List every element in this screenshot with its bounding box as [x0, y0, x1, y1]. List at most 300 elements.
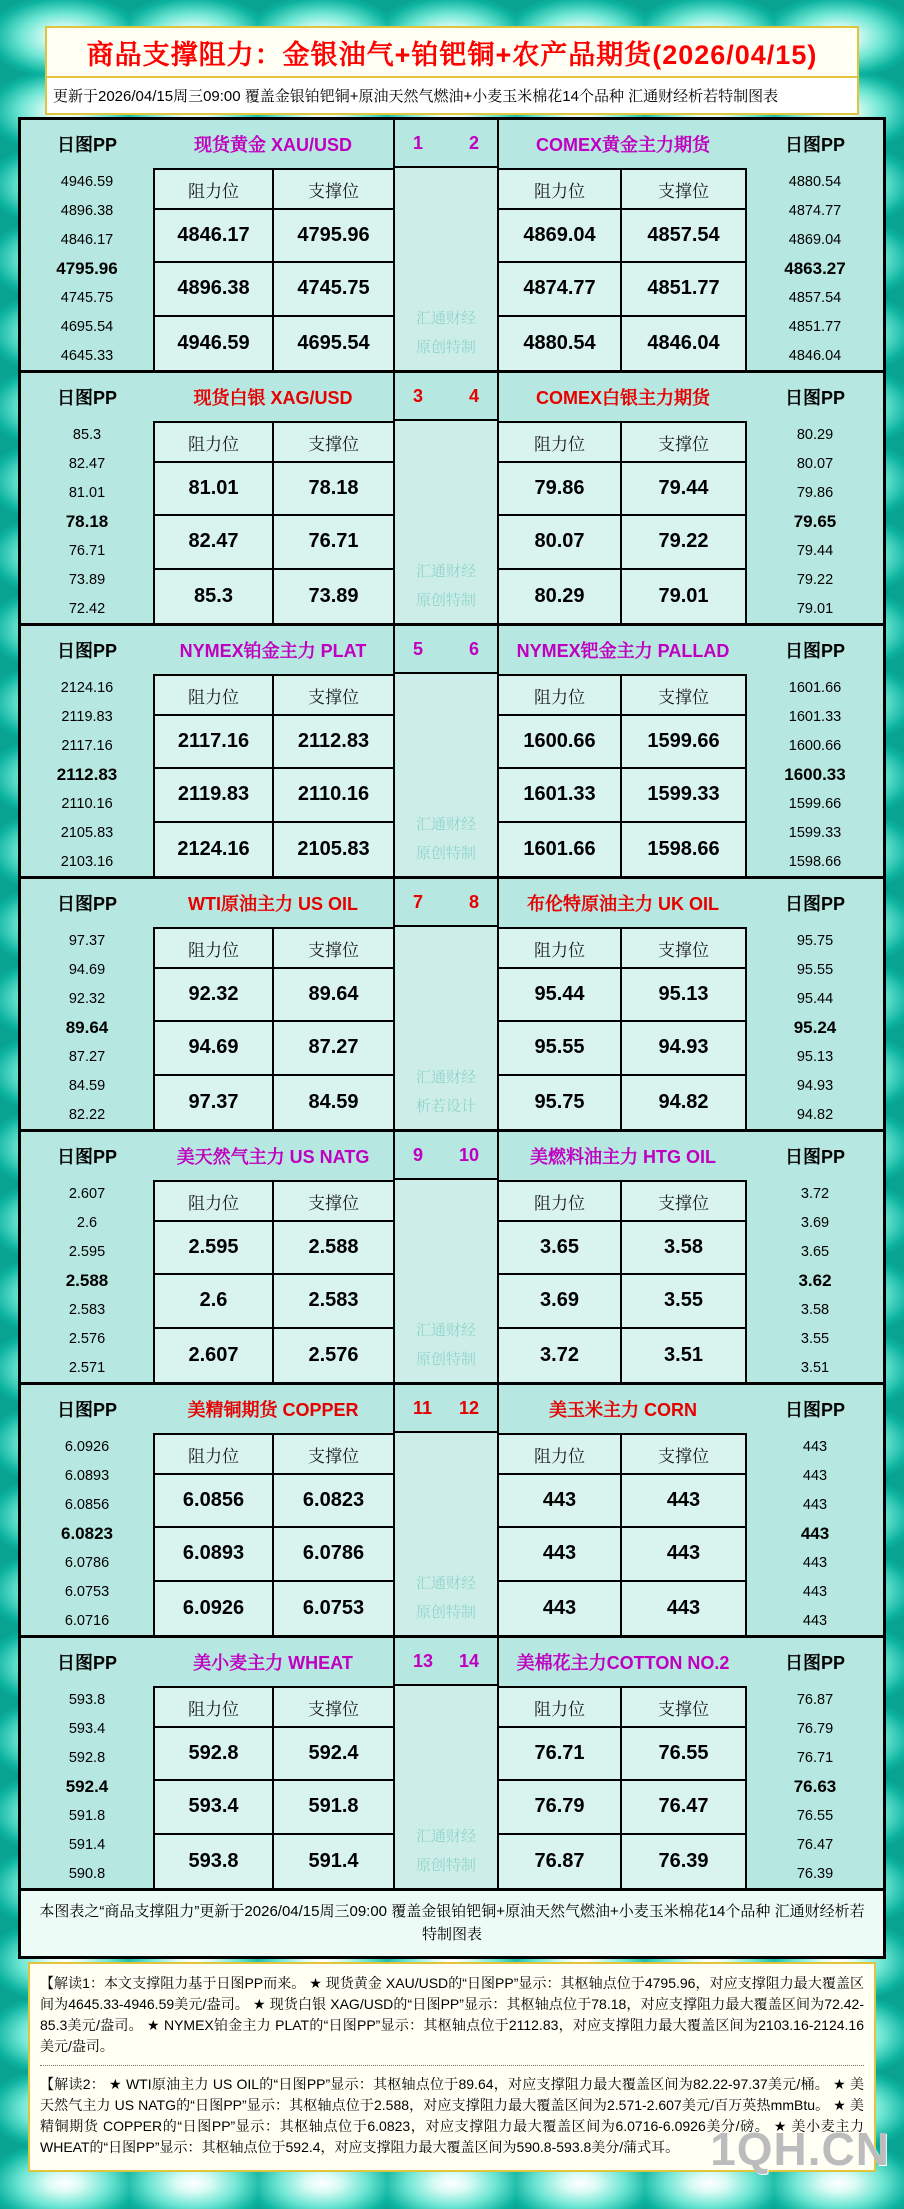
resistance-value: 2.6 — [155, 1275, 274, 1328]
pp-value: 95.13 — [796, 1048, 834, 1065]
watermark-line2: 原创特制 — [415, 1603, 476, 1621]
pp-value: 6.0893 — [64, 1468, 110, 1485]
watermark-line1: 汇通财经 — [415, 563, 476, 580]
pp-value: 1599.66 — [788, 795, 842, 812]
pp-value: 76.71 — [796, 1750, 834, 1767]
huitong-watermark — [395, 1064, 497, 1121]
pp-value: 443 — [802, 1468, 828, 1485]
support-value: 76.47 — [622, 1781, 745, 1834]
resistance-value: 80.29 — [499, 570, 622, 623]
pp-value: 4645.33 — [60, 347, 114, 364]
left-instrument-title: NYMEX铂金主力 PLAT — [179, 641, 367, 661]
pp-value: 4896.38 — [60, 203, 114, 220]
huitong-watermark — [395, 811, 497, 868]
left-sr-table — [153, 1686, 393, 1888]
pair-numbers — [395, 120, 497, 168]
commodity-panel — [21, 1385, 883, 1638]
resistance-value: 443 — [499, 1475, 622, 1528]
resistance-value: 6.0893 — [155, 1528, 274, 1581]
left-pp-header: 日图PP — [56, 1653, 117, 1673]
pair-number-left: 11 — [413, 1397, 433, 1418]
right-instrument-title: NYMEX钯金主力 PALLAD — [516, 641, 730, 661]
left-pp-header: 日图PP — [56, 1147, 117, 1167]
pair-number-left: 1 — [413, 132, 424, 153]
pp-value: 1601.66 — [788, 680, 842, 697]
watermark-line1: 汇通财经 — [415, 1322, 476, 1339]
pp-value: 3.65 — [800, 1244, 830, 1261]
pp-value: 2.576 — [68, 1330, 106, 1347]
right-pp-values — [747, 168, 883, 370]
support-value: 94.93 — [622, 1022, 745, 1075]
support-value: 79.01 — [622, 570, 745, 623]
support-value: 591.4 — [274, 1835, 393, 1888]
right-instrument-title: COMEX黄金主力期货 — [535, 135, 710, 155]
pp-pivot-value: 95.24 — [793, 1018, 837, 1037]
watermark-line2: 原创特制 — [415, 338, 476, 356]
pp-pivot-value: 4795.96 — [56, 259, 118, 278]
support-column-header: 支撑位 — [622, 676, 745, 716]
pp-value: 6.0856 — [64, 1497, 110, 1514]
resistance-value: 85.3 — [155, 570, 274, 623]
left-instrument-title: 现货白银 XAG/USD — [193, 388, 353, 408]
support-column-header: 支撑位 — [274, 1182, 393, 1222]
support-column-header: 支撑位 — [622, 1435, 745, 1475]
pp-value: 4857.54 — [788, 289, 842, 306]
support-column-header: 支撑位 — [274, 423, 393, 463]
pp-value: 590.8 — [68, 1865, 106, 1882]
pp-value: 6.0926 — [64, 1439, 110, 1456]
resistance-column-header: 阻力位 — [155, 423, 274, 463]
pair-number-right: 2 — [468, 132, 479, 153]
resistance-value: 2.595 — [155, 1222, 274, 1275]
support-column-header: 支撑位 — [622, 170, 745, 210]
pp-value: 72.42 — [68, 600, 106, 617]
resistance-value: 95.44 — [499, 969, 622, 1022]
support-value: 4851.77 — [622, 263, 745, 316]
right-instrument-title: 美燃料油主力 HTG OIL — [530, 1147, 716, 1167]
right-sr-table — [499, 168, 747, 370]
watermark-line2: 原创特制 — [415, 844, 476, 862]
support-value: 591.8 — [274, 1781, 393, 1834]
pp-value: 443 — [802, 1554, 828, 1571]
pp-value: 6.0716 — [64, 1612, 110, 1629]
resistance-value: 1600.66 — [499, 716, 622, 769]
resistance-value: 6.0856 — [155, 1475, 274, 1528]
pp-value: 95.44 — [796, 991, 834, 1008]
center-watermark-area — [395, 168, 497, 370]
resistance-value: 81.01 — [155, 463, 274, 516]
support-column-header: 支撑位 — [622, 1688, 745, 1728]
support-value: 73.89 — [274, 570, 393, 623]
support-value: 443 — [622, 1475, 745, 1528]
resistance-value: 92.32 — [155, 969, 274, 1022]
commodity-pivot-sheet — [0, 26, 904, 2209]
support-value: 79.44 — [622, 463, 745, 516]
pp-value: 2.571 — [68, 1359, 106, 1376]
right-pp-header: 日图PP — [784, 641, 845, 661]
pp-value: 81.01 — [68, 485, 106, 502]
resistance-column-header: 阻力位 — [155, 929, 274, 969]
pp-value: 4946.59 — [60, 174, 114, 191]
resistance-value: 1601.66 — [499, 823, 622, 876]
pp-pivot-value: 1600.33 — [784, 765, 846, 784]
footer-note: 本图表之“商品支撑阻力”更新于2026/04/15周三09:00 覆盖金银铂钯铜+原油天然气燃油+小麦玉米棉花14个品种 汇通财经析若特制图表 — [21, 1891, 883, 1956]
resistance-column-header: 阻力位 — [499, 1435, 622, 1475]
right-pp-values — [747, 927, 883, 1129]
left-instrument-title: 美精铜期货 COPPER — [187, 1400, 359, 1420]
support-column-header: 支撑位 — [622, 929, 745, 969]
page-title: 商品支撑阻力：金银油气+铂钯铜+农产品期货(2026/04/15) — [86, 39, 818, 70]
commodity-panel — [21, 626, 883, 879]
resistance-value: 95.55 — [499, 1022, 622, 1075]
pair-number-right: 10 — [458, 1144, 479, 1165]
pp-value: 94.69 — [68, 962, 106, 979]
resistance-value: 3.65 — [499, 1222, 622, 1275]
pp-value: 95.55 — [796, 962, 834, 979]
pp-pivot-value: 3.62 — [798, 1271, 832, 1290]
left-instrument-title: WTI原油主力 US OIL — [188, 894, 358, 914]
pp-value: 2117.16 — [61, 738, 113, 755]
support-value: 3.58 — [622, 1222, 745, 1275]
pp-value: 94.82 — [796, 1106, 834, 1123]
pp-value: 2.583 — [68, 1301, 106, 1318]
support-value: 87.27 — [274, 1022, 393, 1075]
support-value: 3.55 — [622, 1275, 745, 1328]
support-value: 3.51 — [622, 1329, 745, 1382]
resistance-column-header: 阻力位 — [499, 929, 622, 969]
left-pp-header: 日图PP — [56, 1400, 117, 1420]
resistance-value: 6.0926 — [155, 1582, 274, 1635]
pair-numbers — [395, 1638, 497, 1686]
pp-value: 1600.66 — [788, 738, 842, 755]
pair-column — [393, 879, 499, 1129]
watermark-line2: 析若设计 — [415, 1097, 476, 1115]
right-pp-header: 日图PP — [784, 1400, 845, 1420]
pp-value: 76.87 — [796, 1692, 834, 1709]
pp-value: 1599.33 — [788, 824, 842, 841]
pp-pivot-value: 89.64 — [65, 1018, 109, 1037]
title-box — [45, 26, 859, 115]
pp-pivot-value: 443 — [800, 1524, 830, 1543]
left-instrument-title: 美天然气主力 US NATG — [176, 1147, 370, 1167]
pp-pivot-value: 2.588 — [65, 1271, 109, 1290]
support-column-header: 支撑位 — [274, 1688, 393, 1728]
note-divider — [40, 2065, 864, 2066]
support-value: 2.583 — [274, 1275, 393, 1328]
resistance-column-header: 阻力位 — [155, 1688, 274, 1728]
pp-value: 2103.16 — [60, 853, 114, 870]
pp-value: 80.29 — [796, 427, 834, 444]
site-watermark: 1QH.CN — [710, 2123, 890, 2175]
pp-value: 4846.04 — [788, 347, 842, 364]
pp-value: 76.79 — [796, 1721, 834, 1738]
support-value: 4695.54 — [274, 317, 393, 370]
pp-value: 1601.33 — [788, 709, 842, 726]
support-value: 4846.04 — [622, 317, 745, 370]
support-value: 2.576 — [274, 1329, 393, 1382]
support-column-header: 支撑位 — [274, 929, 393, 969]
watermark-line1: 汇通财经 — [415, 1828, 476, 1845]
commodity-panel — [21, 373, 883, 626]
resistance-value: 4874.77 — [499, 263, 622, 316]
resistance-value: 2119.83 — [155, 769, 274, 822]
panels — [18, 117, 886, 1959]
resistance-value: 82.47 — [155, 516, 274, 569]
pp-value: 443 — [802, 1439, 828, 1456]
pp-value: 79.01 — [796, 600, 834, 617]
pp-value: 79.22 — [796, 571, 834, 588]
resistance-value: 4880.54 — [499, 317, 622, 370]
resistance-value: 4846.17 — [155, 210, 274, 263]
resistance-value: 76.71 — [499, 1728, 622, 1781]
left-pp-values — [21, 1433, 153, 1635]
support-value: 89.64 — [274, 969, 393, 1022]
pp-value: 4874.77 — [788, 203, 842, 220]
resistance-value: 443 — [499, 1528, 622, 1581]
support-value: 4795.96 — [274, 210, 393, 263]
resistance-column-header: 阻力位 — [155, 1435, 274, 1475]
pp-value: 79.44 — [796, 542, 834, 559]
pp-value: 84.59 — [68, 1077, 106, 1094]
support-column-header: 支撑位 — [274, 676, 393, 716]
pp-value: 593.8 — [68, 1692, 106, 1709]
note-1: 【解读1：本文支撑阻力基于日图PP而来。 ★ 现货黄金 XAU/USD的“日图PP”显示：其枢轴点位于4795.96，对应支撑阻力最大覆盖区间为4645.33-4946.59美元/盎司。 ★ 现货白银 XAG/USD的“日图PP”显示：其枢轴点位于78.18，对应支撑阻力最大覆盖区间为72.42-85.3美元/盎司。 ★ NYMEX铂金主力 PLAT的“日图PP”显示：其枢轴点位于2112.83，对应支撑阻力最大覆盖区间为2103.16-2124.16美元/盎司。 — [40, 1974, 864, 2054]
resistance-value: 76.87 — [499, 1835, 622, 1888]
support-value: 2105.83 — [274, 823, 393, 876]
resistance-value: 4896.38 — [155, 263, 274, 316]
center-watermark-area — [395, 1180, 497, 1382]
pp-value: 4880.54 — [788, 174, 842, 191]
right-instrument-title: 布伦特原油主力 UK OIL — [527, 894, 719, 914]
huitong-watermark — [395, 558, 497, 615]
pp-value: 4846.17 — [60, 232, 114, 249]
right-pp-header: 日图PP — [784, 894, 845, 914]
pair-numbers — [395, 626, 497, 674]
resistance-value: 443 — [499, 1582, 622, 1635]
center-watermark-area — [395, 674, 497, 876]
pp-value: 82.22 — [68, 1106, 106, 1123]
support-value: 443 — [622, 1582, 745, 1635]
pair-number-left: 5 — [413, 638, 424, 659]
watermark-line1: 汇通财经 — [415, 1069, 476, 1086]
pp-value: 4745.75 — [60, 289, 114, 306]
resistance-value: 593.8 — [155, 1835, 274, 1888]
left-pp-values — [21, 674, 153, 876]
support-column-header: 支撑位 — [274, 170, 393, 210]
pair-number-left: 3 — [413, 385, 424, 406]
pp-value: 443 — [802, 1497, 828, 1514]
support-value: 4857.54 — [622, 210, 745, 263]
commodity-panel — [21, 879, 883, 1132]
left-sr-table — [153, 421, 393, 623]
pp-value: 591.4 — [68, 1836, 106, 1853]
pp-value: 443 — [802, 1583, 828, 1600]
right-sr-table — [499, 421, 747, 623]
support-value: 2112.83 — [274, 716, 393, 769]
resistance-value: 3.72 — [499, 1329, 622, 1382]
support-value: 1599.66 — [622, 716, 745, 769]
support-value: 1598.66 — [622, 823, 745, 876]
support-column-header: 支撑位 — [622, 423, 745, 463]
resistance-value: 4946.59 — [155, 317, 274, 370]
pp-value: 591.8 — [68, 1807, 106, 1824]
pp-value: 76.71 — [68, 542, 106, 559]
support-value: 1599.33 — [622, 769, 745, 822]
pp-value: 2110.16 — [61, 795, 113, 812]
right-instrument-title: 美棉花主力COTTON NO.2 — [516, 1653, 730, 1673]
right-pp-values — [747, 1180, 883, 1382]
support-value: 443 — [622, 1528, 745, 1581]
right-sr-table — [499, 1180, 747, 1382]
pp-value: 76.47 — [796, 1836, 834, 1853]
pp-value: 3.51 — [800, 1359, 830, 1376]
left-pp-header: 日图PP — [56, 894, 117, 914]
right-pp-header: 日图PP — [784, 135, 845, 155]
pair-column — [393, 626, 499, 876]
resistance-value: 2.607 — [155, 1329, 274, 1382]
left-sr-table — [153, 1433, 393, 1635]
resistance-value: 97.37 — [155, 1076, 274, 1129]
resistance-value: 94.69 — [155, 1022, 274, 1075]
watermark-line1: 汇通财经 — [415, 310, 476, 327]
pp-value: 6.0786 — [64, 1554, 110, 1571]
pair-number-right: 6 — [468, 638, 479, 659]
pp-pivot-value: 76.63 — [793, 1777, 837, 1796]
center-watermark-area — [395, 927, 497, 1129]
pp-value: 73.89 — [68, 571, 106, 588]
left-instrument-title: 美小麦主力 WHEAT — [193, 1653, 353, 1673]
pair-column — [393, 373, 499, 623]
pair-column — [393, 1638, 499, 1888]
left-pp-values — [21, 1180, 153, 1382]
page-subtitle: 更新于2026/04/15周三09:00 覆盖金银铂钯铜+原油天然气燃油+小麦玉米棉花14个品种 汇通财经析若特制图表 — [47, 76, 857, 113]
pp-value: 1598.66 — [788, 853, 842, 870]
pp-pivot-value: 78.18 — [65, 512, 109, 531]
pp-value: 3.58 — [800, 1301, 830, 1318]
support-value: 592.4 — [274, 1728, 393, 1781]
pp-value: 97.37 — [68, 933, 106, 950]
commodity-panel — [21, 1132, 883, 1385]
center-watermark-area — [395, 421, 497, 623]
left-pp-values — [21, 421, 153, 623]
pair-column — [393, 120, 499, 370]
pair-number-left: 9 — [413, 1144, 424, 1165]
pp-value: 85.3 — [72, 427, 102, 444]
pp-value: 6.0753 — [64, 1583, 110, 1600]
pp-value: 94.93 — [796, 1077, 834, 1094]
pp-value: 4851.77 — [788, 318, 842, 335]
left-pp-header: 日图PP — [56, 641, 117, 661]
left-pp-values — [21, 927, 153, 1129]
pp-value: 3.69 — [800, 1215, 830, 1232]
resistance-value: 593.4 — [155, 1781, 274, 1834]
pp-pivot-value: 4863.27 — [784, 259, 846, 278]
watermark-line1: 汇通财经 — [415, 816, 476, 833]
right-pp-values — [747, 421, 883, 623]
watermark-line1: 汇通财经 — [415, 1575, 476, 1592]
center-watermark-area — [395, 1686, 497, 1888]
pair-number-right: 8 — [468, 891, 479, 912]
left-instrument-title: 现货黄金 XAU/USD — [193, 135, 352, 155]
right-pp-values — [747, 1433, 883, 1635]
pair-numbers — [395, 879, 497, 927]
support-value: 4745.75 — [274, 263, 393, 316]
pp-value: 95.75 — [796, 933, 834, 950]
support-value: 79.22 — [622, 516, 745, 569]
resistance-value: 3.69 — [499, 1275, 622, 1328]
left-pp-values — [21, 168, 153, 370]
right-sr-table — [499, 927, 747, 1129]
pp-value: 2.607 — [68, 1186, 106, 1203]
support-value: 2110.16 — [274, 769, 393, 822]
pp-value: 4869.04 — [788, 232, 842, 249]
right-sr-table — [499, 674, 747, 876]
commodity-panel — [21, 120, 883, 373]
huitong-watermark — [395, 1823, 497, 1880]
support-value: 2.588 — [274, 1222, 393, 1275]
resistance-column-header: 阻力位 — [155, 1182, 274, 1222]
resistance-column-header: 阻力位 — [499, 423, 622, 463]
pp-value: 443 — [802, 1612, 828, 1629]
resistance-value: 2117.16 — [155, 716, 274, 769]
pair-number-left: 7 — [413, 891, 424, 912]
resistance-value: 1601.33 — [499, 769, 622, 822]
pair-number-left: 13 — [413, 1650, 434, 1671]
pair-column — [393, 1132, 499, 1382]
pair-column — [393, 1385, 499, 1635]
right-pp-header: 日图PP — [784, 1653, 845, 1673]
pp-value: 2119.83 — [61, 709, 113, 726]
left-pp-header: 日图PP — [56, 135, 117, 155]
right-pp-header: 日图PP — [784, 388, 845, 408]
right-sr-table — [499, 1433, 747, 1635]
pp-value: 4695.54 — [60, 318, 114, 335]
pp-value: 3.72 — [800, 1186, 830, 1203]
pp-value: 87.27 — [68, 1048, 106, 1065]
left-pp-header: 日图PP — [56, 388, 117, 408]
resistance-column-header: 阻力位 — [155, 170, 274, 210]
resistance-column-header: 阻力位 — [499, 170, 622, 210]
support-value: 78.18 — [274, 463, 393, 516]
pp-value: 80.07 — [796, 456, 834, 473]
huitong-watermark — [395, 1317, 497, 1374]
pp-value: 79.86 — [796, 485, 834, 502]
pp-pivot-value: 2112.83 — [56, 765, 118, 784]
support-value: 94.82 — [622, 1076, 745, 1129]
pair-numbers — [395, 373, 497, 421]
pp-value: 2.595 — [68, 1244, 106, 1261]
pp-pivot-value: 592.4 — [65, 1777, 109, 1796]
center-watermark-area — [395, 1433, 497, 1635]
resistance-column-header: 阻力位 — [155, 676, 274, 716]
left-sr-table — [153, 1180, 393, 1382]
support-value: 76.55 — [622, 1728, 745, 1781]
commodity-panel — [21, 1638, 883, 1891]
support-value: 6.0753 — [274, 1582, 393, 1635]
watermark-line2: 原创特制 — [415, 1856, 476, 1874]
resistance-value: 592.8 — [155, 1728, 274, 1781]
pair-number-right: 12 — [458, 1397, 479, 1418]
pp-value: 2124.16 — [60, 680, 114, 697]
resistance-column-header: 阻力位 — [499, 676, 622, 716]
pp-value: 76.39 — [796, 1865, 834, 1882]
huitong-watermark — [395, 305, 497, 362]
pp-value: 593.4 — [68, 1721, 106, 1738]
support-value: 6.0823 — [274, 1475, 393, 1528]
pp-value: 82.47 — [68, 456, 106, 473]
right-pp-header: 日图PP — [784, 1147, 845, 1167]
right-instrument-title: 美玉米主力 CORN — [549, 1400, 697, 1420]
